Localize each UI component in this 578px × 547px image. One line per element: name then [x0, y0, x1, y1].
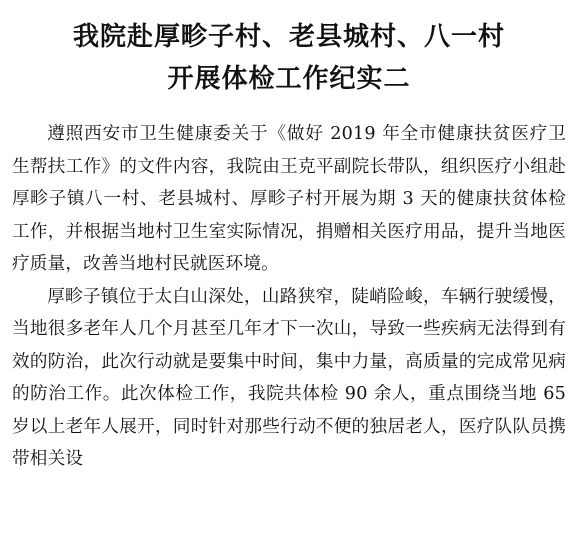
title-line-2: 开展体检工作纪实二 [167, 64, 411, 94]
paragraph-2: 厚畛子镇位于太白山深处，山路狭窄，陡峭险峻，车辆行驶缓慢，当地很多老年人几个月甚至几年才下一次山，导致一些疾病无法得到有效的防治，此次行动就是要集中时间，集中力量，高质量的完成常见病的防治工作。此次体检工作，我院共体检 90 余人，重点围绕当地 65 岁以上老年人展开，同时针对那些行动不便的独居老人，医疗队队员携带相关设 [12, 286, 566, 469]
document-title [0, 16, 578, 100]
document-body [12, 118, 566, 476]
title-line-1: 我院赴厚畛子村、老县城村、八一村 [72, 22, 505, 52]
paragraph-1: 遵照西安市卫生健康委关于《做好 2019 年全市健康扶贫医疗卫生帮扶工作》的文件内容，我院由王克平副院长带队，组织医疗小组赴厚畛子镇八一村、老县城村、厚畛子村开展为期 3 天的健康扶贫体检工作，并根据当地村卫生室实际情况，捐赠相关医疗用品，提升当地医疗质量，改善当地村民就医环境。 [12, 124, 566, 274]
